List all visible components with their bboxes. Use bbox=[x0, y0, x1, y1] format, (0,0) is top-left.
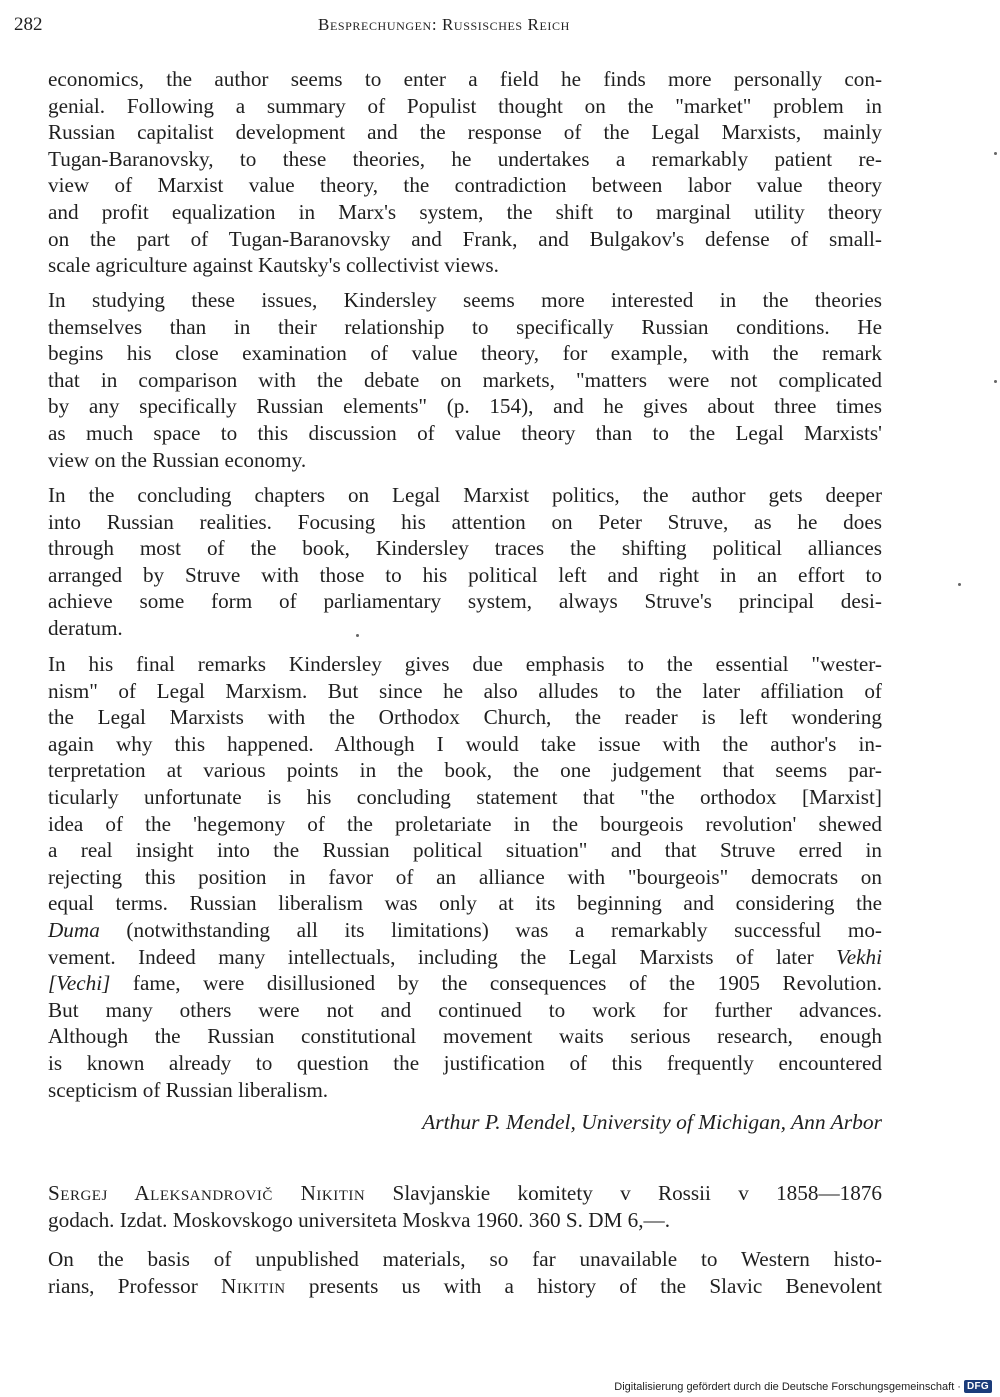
text-line: On the basis of unpublished materials, so far unavailable to Western histo- bbox=[48, 1247, 882, 1271]
text-line: economics, the author seems to enter a field he finds more personally con- bbox=[48, 67, 882, 91]
text-line: In the concluding chapters on Legal Marxist politics, the author gets deeper bbox=[48, 483, 882, 507]
text-fragment: rians, Professor bbox=[48, 1273, 198, 1298]
text-line: and profit equalization in Marx's system, the shift to marginal utility theory bbox=[48, 199, 882, 224]
running-head: Besprechungen: Russisches Reich bbox=[318, 15, 570, 34]
text-line: on the part of Tugan-Baranovsky and Frank, and Bulgakov's defense of small- bbox=[48, 226, 882, 251]
text-line: view of Marxist value theory, the contradiction between labor value theory bbox=[48, 173, 882, 198]
scan-speck bbox=[958, 583, 961, 586]
italic-title: Duma bbox=[48, 917, 100, 942]
text-line: as much space to this discussion of value theory than to the Legal Marxists' bbox=[48, 420, 882, 445]
author-name: Nikitin bbox=[221, 1273, 286, 1298]
footer-text: Digitalisierung gefördert durch die Deutsche Forschungsgemeinschaft · bbox=[614, 1380, 961, 1393]
text-line: begins his close examination of value theory, for example, with the remark bbox=[48, 341, 882, 366]
text-line: vement. Indeed many intellectuals, including the Legal Marxists of later Vekhi bbox=[48, 944, 882, 969]
book-title: Slavjanskie komitety v Rossii v 1858—1876 bbox=[392, 1181, 883, 1205]
text-line: arranged by Struve with those to his political left and right in an effort to bbox=[48, 562, 882, 587]
text-line: idea of the 'hegemony of the proletariate in the bourgeois revolution' shewed bbox=[48, 811, 882, 836]
text-line: into Russian realities. Focusing his attention on Peter Struve, as he does bbox=[48, 509, 882, 534]
text-line: genial. Following a summary of Populist thought on the "market" problem in bbox=[48, 93, 882, 118]
text-line: view on the Russian economy. bbox=[48, 447, 307, 472]
reviewer-signature: Arthur P. Mendel, University of Michigan, Ann Arbor bbox=[422, 1110, 882, 1134]
paragraph-4 bbox=[48, 651, 882, 1103]
text-line: is known already to question the justification of this frequently encountered bbox=[48, 1050, 882, 1075]
paragraph-5 bbox=[48, 1246, 882, 1299]
text-line: Tugan-Baranovsky, to these theories, he undertakes a remarkably patient re- bbox=[48, 146, 882, 171]
text-fragment: presents us with a history of the Slavic Benevolent bbox=[308, 1273, 883, 1298]
text-line: achieve some form of parliamentary system, always Struve's principal desi- bbox=[48, 589, 882, 614]
text-line: In studying these issues, Kindersley seems more interested in the theories bbox=[48, 288, 882, 312]
text-line: by any specifically Russian elements" (p. 154), and he gives about three times bbox=[48, 394, 882, 419]
scan-speck bbox=[994, 152, 997, 155]
paragraph-3 bbox=[48, 482, 882, 642]
text-line: terpretation at various points in the book, the one judgement that seems par- bbox=[48, 758, 882, 783]
citation-line: godach. Izdat. Moskovskogo universiteta Moskva 1960. 360 S. DM 6,—. bbox=[48, 1207, 671, 1232]
text-line: rejecting this position in favor of an alliance with "bourgeois" democrats on bbox=[48, 864, 882, 889]
book-author: Sergej Aleksandrovič Nikitin bbox=[48, 1181, 366, 1205]
text-line: scale agriculture against Kautsky's collectivist views. bbox=[48, 253, 499, 278]
text-line: equal terms. Russian liberalism was only at its beginning and considering the bbox=[48, 891, 882, 916]
text-line: But many others were not and continued to work for further advances. bbox=[48, 997, 882, 1022]
dfg-logo: DFG bbox=[964, 1380, 992, 1393]
text-line: that in comparison with the debate on markets, "matters were not complicated bbox=[48, 367, 882, 392]
text-line: scepticism of Russian liberalism. bbox=[48, 1077, 329, 1102]
scan-speck bbox=[356, 634, 359, 637]
text-line: again why this happened. Although I would take issue with the author's in- bbox=[48, 731, 882, 756]
digitization-footer bbox=[614, 1380, 992, 1393]
paragraph-2 bbox=[48, 287, 882, 473]
scan-speck bbox=[994, 380, 997, 383]
text-line bbox=[48, 1273, 882, 1300]
text-line: nism" of Legal Marxism. But since he also alludes to the later affiliation of bbox=[48, 678, 882, 703]
italic-title: Vekhi bbox=[836, 944, 882, 969]
text-line: Although the Russian constitutional movement waits serious research, enough bbox=[48, 1024, 882, 1049]
text-line: [Vechi] fame, were disillusioned by the consequences of the 1905 Revolution. bbox=[48, 971, 882, 996]
text-line: through most of the book, Kindersley traces the shifting political alliances bbox=[48, 536, 882, 561]
text-line: ticularly unfortunate is his concluding statement that "the orthodox [Marxist] bbox=[48, 784, 882, 809]
text-line: Duma (notwithstanding all its limitations) was a remarkably successful mo- bbox=[48, 917, 882, 942]
paragraph-1 bbox=[48, 66, 882, 279]
text-line: a real insight into the Russian political situation" and that Struve erred in bbox=[48, 838, 882, 863]
text-line: Russian capitalist development and the response of the Legal Marxists, mainly bbox=[48, 120, 882, 145]
text-line: deratum. bbox=[48, 615, 123, 640]
text-line: themselves than in their relationship to specifically Russian conditions. He bbox=[48, 314, 882, 339]
book-citation bbox=[48, 1180, 882, 1233]
citation-line bbox=[48, 1180, 882, 1207]
page-number: 282 bbox=[14, 14, 43, 35]
italic-title: [Vechi] bbox=[48, 971, 111, 996]
text-line: the Legal Marxists with the Orthodox Church, the reader is left wondering bbox=[48, 705, 882, 730]
text-line: In his final remarks Kindersley gives due emphasis to the essential "wester- bbox=[48, 652, 882, 676]
